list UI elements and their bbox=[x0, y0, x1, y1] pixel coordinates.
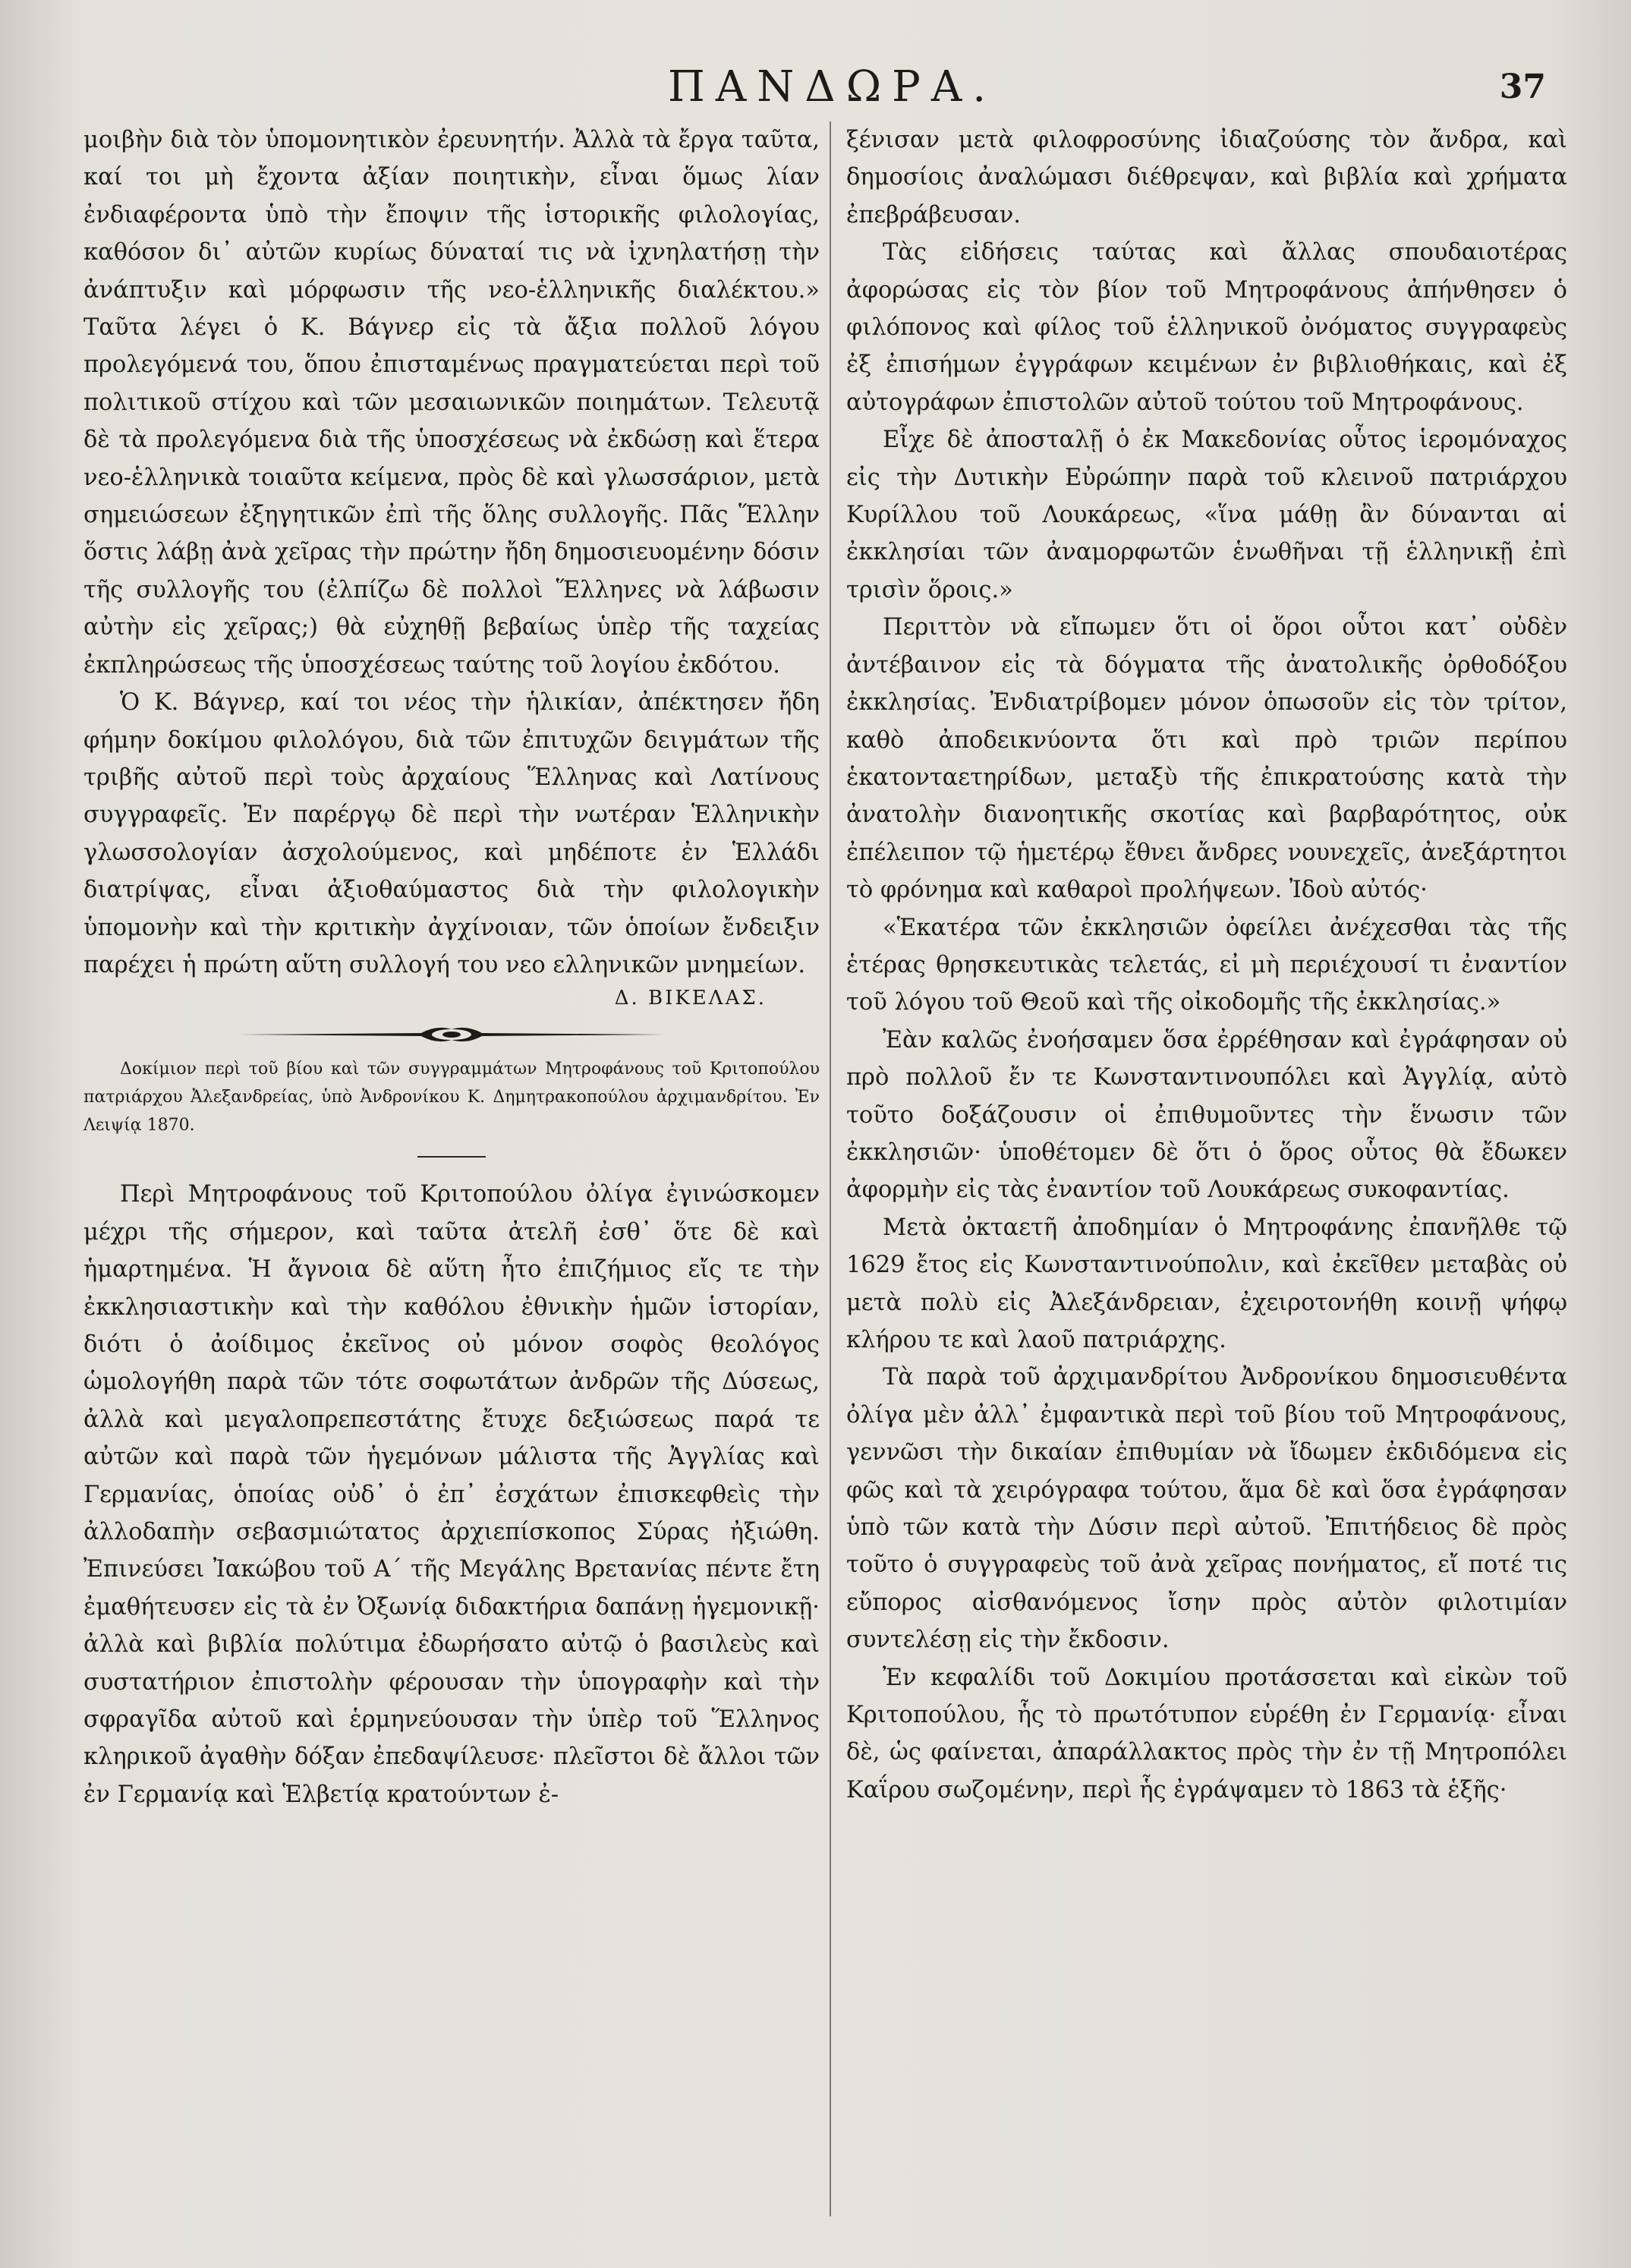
paragraph: Τὰς εἰδήσεις ταύτας καὶ ἄλλας σπουδαιοτέρας ἀφορώσας εἰς τὸν βίον τοῦ Μητροφάνους ἀπήνθησεν ὁ φιλόπονος καὶ φίλος τοῦ ἑλληνικοῦ ὀνόματος συγγραφεὺς ἐξ ἐπισήμων ἐγγράφων κειμένων ἐν βιβλιοθήκαις, καὶ ἐξ αὐτογράφων ἐπιστολῶν αὐτοῦ τούτου τοῦ Μητροφάνους. bbox=[846, 239, 1567, 416]
paragraph: Ἐὰν καλῶς ἐνοήσαμεν ὅσα ἐρρέθησαν καὶ ἐγράφησαν οὐ πρὸ πολλοῦ ἔν τε Κωνσταντινουπόλει καὶ Ἀγγλίᾳ, αὐτὸ τοῦτο δοξάζουσιν οἱ ἐπιθυμοῦντες τὴν ἕνωσιν τῶν ἐκκλησιῶν· ὑποθέτομεν δὲ ὅτι ὁ ὅρος οὗτος θὰ ἔδωκεν ἀφορμὴν εἰς τὰς ἐναντίον τοῦ Λουκάρεως συκοφαντίας. bbox=[846, 1026, 1567, 1204]
paragraph: Περὶ Μητροφάνους τοῦ Κριτοπούλου ὀλίγα ἐγινώσκομεν μέχρι τῆς σήμερον, καὶ ταῦτα ἀτελῆ ἐσθ᾽ ὅτε δὲ καὶ ἡμαρτημένα. Ἡ ἄγνοια δὲ αὕτη ἦτο ἐπιζήμιος εἴς τε τὴν ἐκκλησιαστικὴν καὶ τὴν καθόλου ἐθνικὴν ἡμῶν ἱστορίαν, διότι ὁ ἀοίδιμος ἐκεῖνος οὐ μόνον σοφὸς θεολόγος ὡμολογήθη παρὰ τῶν τότε σοφωτάτων ἀνδρῶν τῆς Δύσεως, ἀλλὰ καὶ μεγαλοπρεπεστάτης ἔτυχε δεξιώσεως παρά τε αὐτῶν καὶ παρὰ τῶν ἡγεμόνων μάλιστα τῆς Ἀγγλίας καὶ Γερμανίας, ὁποίας οὐδ᾽ ὁ ἐπ᾽ ἐσχάτων ἐπισκεφθεὶς τὴν ἀλλοδαπὴν σεβασμιώτατος ἀρχιεπίσκοπος Σύρας ἠξιώθη. Ἐπινεύσει Ἰακώβου τοῦ Α´ τῆς Μεγάλης Βρετανίας πέντε ἔτη ἐμαθήτευσεν εἰς τὰ ἐν Ὀξωνίᾳ διδακτήρια δαπάνῃ ἡγεμονικῇ· ἀλλὰ καὶ βιβλία πολύτιμα ἐδωρήσατο αὐτῷ ὁ βασιλεὺς καὶ συστατήριον ἐπιστολὴν φέρουσαν τὴν ὑπογραφὴν καὶ τὴν σφραγῖδα αὐτοῦ καὶ ἑρμηνεύουσαν τὴν ὑπὲρ τοῦ Ἕλληνος κληρικοῦ ἀγαθὴν δόξαν ἐπεδαψίλευσε· πλεῖστοι δὲ ἄλλοι τῶν ἐν Γερμανίᾳ καὶ Ἑλβετίᾳ κρατούντων ἐ- bbox=[83, 1181, 820, 1808]
paragraph: ξένισαν μετὰ φιλοφροσύνης ἰδιαζούσης τὸν ἄνδρα, καὶ δημοσίοις ἀναλώμασι διέθρεψαν, καὶ βιβλία καὶ χρήματα ἐπεβράβευσαν. bbox=[846, 127, 1567, 228]
quotation-paragraph: «Ἑκατέρα τῶν ἐκκλησιῶν ὀφείλει ἀνέχεσθαι τὰς τῆς ἑτέρας θρησκευτικὰς τελετάς, εἰ μὴ περιέχουσί τι ἐναντίον τοῦ λόγου τοῦ Θεοῦ καὶ τῆς οἰκοδομῆς τῆς ἐκκλησίας.» bbox=[846, 914, 1567, 1016]
paragraph: Εἶχε δὲ ἀποσταλῇ ὁ ἐκ Μακεδονίας οὗτος ἱερομόναχος εἰς τὴν Δυτικὴν Εὐρώπην παρὰ τοῦ κλεινοῦ πατριάρχου Κυρίλλου τοῦ Λουκάρεως, «ἵνα μάθῃ ἂν δύνανται αἱ ἐκκλησίαι τῶν ἀναμορφωτῶν ἑνωθῆναι τῇ ἑλληνικῇ ἐπὶ τρισὶν ὅροις.» bbox=[846, 427, 1567, 603]
author-signature: Δ. ΒΙΚΕΛΑΣ. bbox=[614, 987, 767, 1010]
left-column bbox=[83, 121, 820, 1813]
ornamental-divider bbox=[239, 1022, 664, 1047]
bibliographic-entry: Δοκίμιον περὶ τοῦ βίου καὶ τῶν συγγραμμάτων Μητροφάνους τοῦ Κριτοπούλου πατριάρχου Ἀλεξανδρείας, ὑπὸ Ἀνδρονίκου Κ. Δημητρακοπούλου ἀρχιμανδρίτου. Ἐν Λειψίᾳ 1870. bbox=[83, 1060, 820, 1136]
paragraph: μοιβὴν διὰ τὸν ὑπομονητικὸν ἐρευνητήν. Ἀλλὰ τὰ ἔργα ταῦτα, καί τοι μὴ ἔχοντα ἀξίαν ποιητικὴν, εἶναι ὅμως λίαν ἐνδιαφέροντα ὑπὸ τὴν ἔποψιν τῆς ἱστορικῆς φιλολογίας, καθόσον δι᾽ αὐτῶν κυρίως δύναταί τις νὰ ἰχνηλατήσῃ τὴν ἀνάπτυξιν καὶ μόρφωσιν τῆς νεο-ἑλληνικῆς διαλέκτου.» Ταῦτα λέγει ὁ Κ. Βάγνερ εἰς τὰ ἄξια πολλοῦ λόγου προλεγόμενά του, ὅπου ἐπισταμένως πραγματεύεται περὶ τοῦ πολιτικοῦ στίχου καὶ τῶν μεσαιωνικῶν ποιημάτων. Τελευτᾷ δὲ τὰ προλεγόμενα διὰ τῆς ὑποσχέσεως νὰ ἐκδώσῃ καὶ ἕτερα νεο-ἑλληνικὰ τοιαῦτα κείμενα, πρὸς δὲ καὶ γλωσσάριον, μετὰ σημειώσεων ἐξηγητικῶν ἐπὶ τῆς ὅλης συλλογῆς. Πᾶς Ἕλλην ὅστις λάβῃ ἀνὰ χεῖρας τὴν πρώτην ἤδη δημοσιευομένην δόσιν τῆς συλλογῆς του (ἐλπίζω δὲ πολλοὶ Ἕλληνες νὰ λάβωσιν αὐτὴν εἰς χεῖρας;) θὰ εὐχηθῇ βεβαίως ὑπὲρ τῆς ταχείας ἐκπληρώσεως τῆς ὑποσχέσεως ταύτης τοῦ λογίου ἐκδότου. bbox=[83, 127, 820, 679]
running-title: ΠΑΝΔΩΡΑ. bbox=[668, 62, 997, 112]
paragraph: Ἐν κεφαλίδι τοῦ Δοκιμίου προτάσσεται καὶ εἰκὼν τοῦ Κριτοπούλου, ἧς τὸ πρωτότυπον εὑρέθη ἐν Γερμανίᾳ· εἶναι δὲ, ὡς φαίνεται, ἀπαράλλακτος πρὸς τὴν ἐν τῇ Μητροπόλει Καΐρου σωζομένην, περὶ ἧς ἐγράψαμεν τὸ 1863 τὰ ἑξῆς· bbox=[846, 1664, 1567, 1803]
column-rule bbox=[830, 121, 831, 2216]
right-column bbox=[846, 121, 1567, 1809]
paragraph: Μετὰ ὀκταετῆ ἀποδημίαν ὁ Μητροφάνης ἐπανῆλθε τῷ 1629 ἔτος εἰς Κωνσταντινούπολιν, καὶ ἐκεῖθεν μεταβὰς οὐ μετὰ πολὺ εἰς Ἀλεξάνδρειαν, ἐχειροτονήθη κοινῇ ψήφῳ κλήρου τε καὶ λαοῦ πατριάρχης. bbox=[846, 1214, 1567, 1353]
page-header bbox=[0, 61, 1631, 114]
paragraph: Περιττὸν νὰ εἴπωμεν ὅτι οἱ ὅροι οὗτοι κατ᾽ οὐδὲν ἀντέβαινον εἰς τὰ δόγματα τῆς ἀνατολικῆς ὀρθοδόξου ἐκκλησίας. Ἐνδιατρίβομεν μόνον ὁπωσοῦν εἰς τὸν τρίτον, καθὸ ἀποδεικνύοντα ὅτι καὶ πρὸ τριῶν περίπου ἑκατονταετηρίδων, μεταξὺ τῆς ἐπικρατούσης κατὰ τὴν ἀνατολὴν διανοητικῆς σκοτίας καὶ βαρβαρότητος, οὐκ ἐπέλειπον τῷ ἡμετέρῳ ἔθνει ἄνδρες νουνεχεῖς, ἀνεξάρτητοι τὸ φρόνημα καὶ καθαροὶ προλήψεων. Ἰδοὺ αὐτός· bbox=[846, 614, 1567, 904]
section-rule bbox=[417, 1156, 486, 1158]
page-number: 37 bbox=[1499, 68, 1546, 106]
paragraph: Ὁ Κ. Βάγνερ, καί τοι νέος τὴν ἡλικίαν, ἀπέκτησεν ἤδη φήμην δοκίμου φιλολόγου, διὰ τῶν ἐπιτυχῶν δειγμάτων τῆς τριβῆς αὐτοῦ περὶ τοὺς ἀρχαίους Ἕλληνας καὶ Λατίνους συγγραφεῖς. Ἐν παρέργῳ δὲ περὶ τὴν νωτέραν Ἑλληνικὴν γλωσσολογίαν ἀσχολούμενος, καὶ μηδέποτε ἐν Ἑλλάδι διατρίψας, εἶναι ἀξιοθαύμαστος διὰ τὴν φιλολογικὴν ὑπομονὴν καὶ τὴν κριτικὴν ἀγχίνοιαν, τῶν ὁποίων ἔνδειξιν παρέχει ἡ πρώτη αὕτη συλλογή του νεο ελληνικῶν μνημείων. bbox=[83, 689, 820, 978]
paragraph: Τὰ παρὰ τοῦ ἀρχιμανδρίτου Ἀνδρονίκου δημοσιευθέντα ὀλίγα μὲν ἀλλ᾽ ἐμφαντικὰ περὶ τοῦ βίου τοῦ Μητροφάνους, γεννῶσι τὴν δικαίαν ἐπιθυμίαν νὰ ἴδωμεν ἐκδιδόμενα εἰς φῶς καὶ τὰ χειρόγραφα τούτου, ἅμα δὲ καὶ ὅσα ἐγράφησαν ὑπὸ τῶν κατὰ τὴν Δύσιν περὶ αὐτοῦ. Ἐπιτήδειος δὲ πρὸς τοῦτο ὁ συγγραφεὺς τοῦ ἀνὰ χεῖρας πονήματος, εἴ ποτέ τις εὔπορος αἰσθανόμενος ἴσην πρὸς αὐτὸν φιλοτιμίαν συντελέσῃ εἰς τὴν ἔκδοσιν. bbox=[846, 1364, 1567, 1654]
